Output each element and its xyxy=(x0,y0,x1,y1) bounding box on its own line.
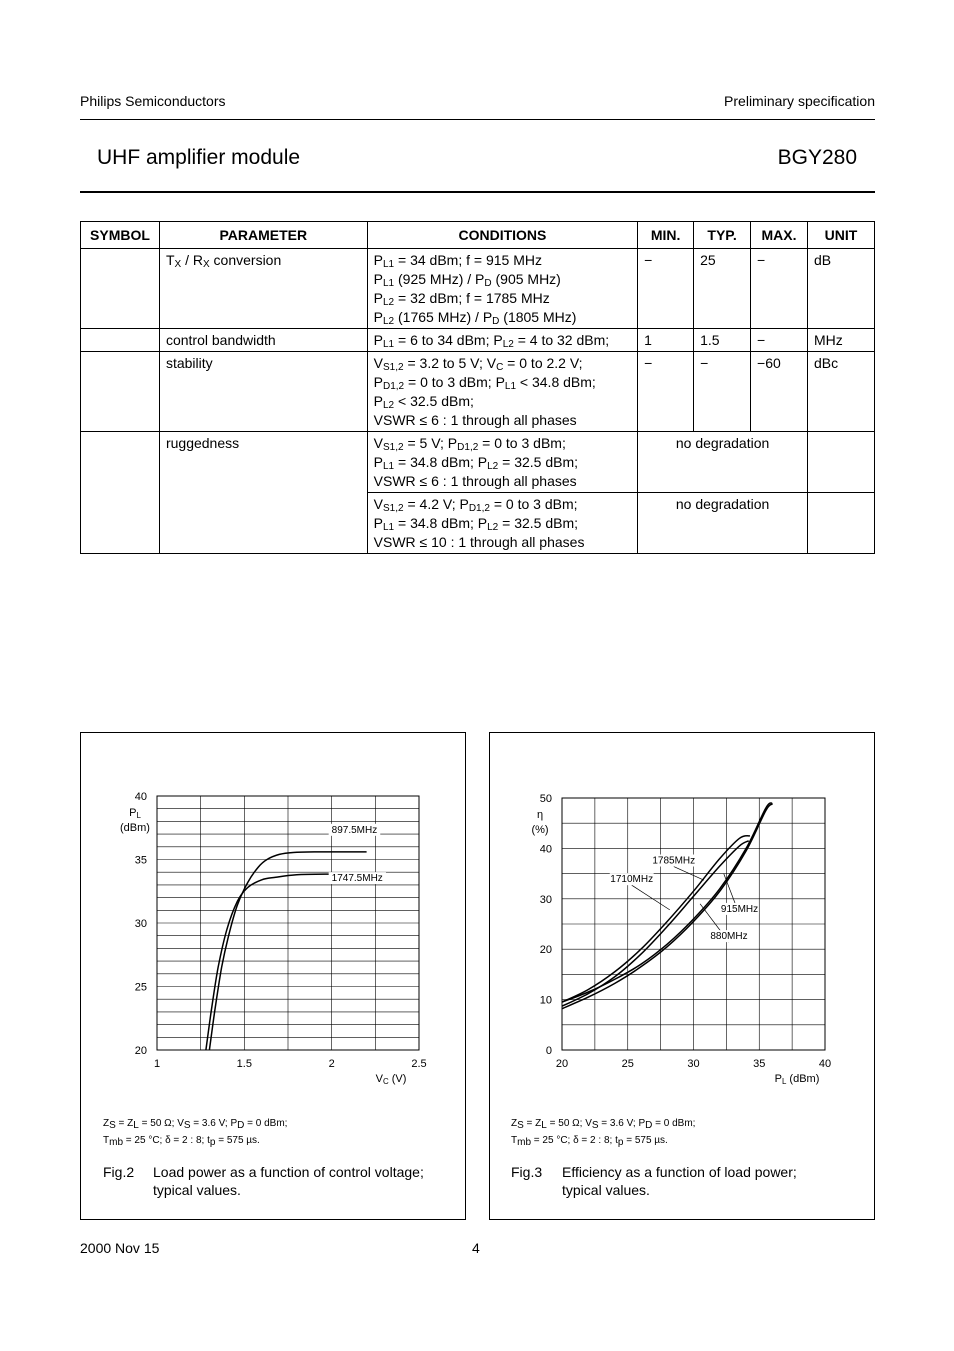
result-cell: no degradation xyxy=(638,493,808,554)
y-tick-label: 40 xyxy=(539,843,552,856)
col-header-conditions: CONDITIONS xyxy=(367,222,638,249)
table-row xyxy=(81,352,875,432)
figure-3 xyxy=(489,732,875,1220)
x-tick-label: 1.5 xyxy=(236,1058,252,1070)
parameter-cell: $T_X / R_X$ conversion xyxy=(159,249,367,329)
y-axis-unit: (dBm) xyxy=(120,822,150,834)
y-tick-label: 0 xyxy=(545,1045,552,1057)
x-tick-label: 2 xyxy=(328,1058,335,1070)
document-title: UHF amplifier module xyxy=(97,146,301,169)
col-header-typ: TYP. xyxy=(694,222,751,249)
col-header-max: MAX. xyxy=(751,222,808,249)
series-label-leader xyxy=(632,885,670,910)
x-tick-label: 40 xyxy=(818,1058,832,1070)
symbol-cell xyxy=(81,249,160,329)
spec-table xyxy=(80,221,875,554)
typ-cell: 25 xyxy=(694,249,751,329)
series-line xyxy=(562,803,772,1002)
typ-cell: 1.5 xyxy=(694,329,751,352)
conditions-cell: $V_{S1,2} = 4.2$ V; $P_{D1,2} = 0$ to 3 dBm; $P_{L1} = 34.8$ dBm; $P_{L2} = 32.5$ dBm; VSWR ≤ 10 : 1 through all phases xyxy=(367,493,638,554)
min-cell: − xyxy=(638,352,694,432)
chart-load-power xyxy=(81,733,465,1113)
chart-efficiency xyxy=(490,733,874,1113)
y-tick-label: 25 xyxy=(134,981,147,994)
unit-cell: dB xyxy=(808,249,875,329)
y-tick-label: 35 xyxy=(134,854,147,867)
col-header-unit: UNIT xyxy=(808,222,875,249)
conditions-cell: $P_{L1} = 6$ to 34 dBm; $P_{L2} = 4$ to 32 dBm; xyxy=(367,329,638,352)
x-axis-label: VC (V) xyxy=(375,1073,407,1086)
series-line xyxy=(206,874,367,1050)
y-tick-label: 50 xyxy=(539,793,552,805)
figure-3-number: Fig.3 xyxy=(511,1164,543,1180)
y-axis-label: η xyxy=(536,809,544,821)
typ-cell: − xyxy=(694,352,751,432)
x-tick-label: 2.5 xyxy=(411,1058,427,1070)
parameter-cell: ruggedness xyxy=(159,432,367,554)
figure-3-caption: Efficiency as a function of load power; typical values. xyxy=(562,1164,797,1198)
series-label: 1710MHz xyxy=(610,874,654,886)
min-cell: 1 xyxy=(638,329,694,352)
y-tick-label: 10 xyxy=(539,994,552,1007)
company-name: Philips Semiconductors xyxy=(80,93,226,109)
figure-3-conditions: $Z_S = Z_L = 50$ Ω; $V_S = 3.6$ V; $P_D = 0$ dBm; $T_{mb} = 25$ °C; δ = 2 : 8; $t_p = 575$ µs. xyxy=(511,1118,696,1148)
header-rule xyxy=(80,119,875,120)
series-label: 1785MHz xyxy=(652,855,696,867)
title-rule xyxy=(80,191,875,193)
figure-2-number: Fig.2 xyxy=(103,1164,135,1180)
page-number: 4 xyxy=(472,1240,480,1256)
unit-cell: dBc xyxy=(808,352,875,432)
part-number: BGY280 xyxy=(777,146,857,169)
document-status: Preliminary specification xyxy=(724,93,875,109)
col-header-min: MIN. xyxy=(638,222,694,249)
col-header-parameter: PARAMETER xyxy=(159,222,367,249)
y-tick-label: 40 xyxy=(134,791,147,803)
table-row xyxy=(81,249,875,329)
symbol-cell xyxy=(81,432,160,554)
symbol-cell xyxy=(81,352,160,432)
table-row xyxy=(81,432,875,493)
series-label: 880MHz xyxy=(710,931,748,943)
conditions-cell: $V_{S1,2} = 3.2$ to 5 V; $V_C = 0$ to 2.2 V; $P_{D1,2} = 0$ to 3 dBm; $P_{L1} < 34.8$ dBm; $P_{L2} < 32.5$ dBm; VSWR ≤ 6 : 1 through all phases xyxy=(367,352,638,432)
unit-cell xyxy=(808,493,875,554)
unit-cell: MHz xyxy=(808,329,875,352)
series-label: 897.5MHz xyxy=(331,824,378,836)
table-row xyxy=(81,329,875,352)
max-cell: −60 xyxy=(751,352,808,432)
series-label: 1747.5MHz xyxy=(331,873,383,885)
table-header-row xyxy=(81,222,875,249)
figure-2-conditions: $Z_S = Z_L = 50$ Ω; $V_S = 3.6$ V; $P_D = 0$ dBm; $T_{mb} = 25$ °C; δ = 2 : 8; $t_p = 575$ µs. xyxy=(103,1118,288,1148)
conditions-cell: $P_{L1} = 34$ dBm; f = 915 MHz $P_{L1}$ (925 $MHz) / P_D$ (905 MHz) $P_{L2} = 32$ dBm; f = 1785 MHz $P_{L2}$ (1765 $MHz) / P_D$ (1805 MHz) xyxy=(367,249,638,329)
col-header-symbol: SYMBOL xyxy=(81,222,160,249)
x-tick-label: 20 xyxy=(555,1058,569,1070)
x-tick-label: 30 xyxy=(687,1058,700,1070)
y-tick-label: 20 xyxy=(134,1045,147,1057)
x-tick-label: 1 xyxy=(153,1058,161,1070)
parameter-cell: control bandwidth xyxy=(159,329,367,352)
y-axis-label: PL xyxy=(129,807,141,820)
max-cell: − xyxy=(751,329,808,352)
result-cell: no degradation xyxy=(638,432,808,493)
x-tick-label: 25 xyxy=(621,1058,634,1070)
figure-2 xyxy=(80,732,466,1220)
x-tick-label: 35 xyxy=(753,1058,766,1070)
parameter-cell: stability xyxy=(159,352,367,432)
max-cell: − xyxy=(751,249,808,329)
y-tick-label: 20 xyxy=(539,944,552,957)
y-tick-label: 30 xyxy=(134,918,147,930)
y-axis-unit: (%) xyxy=(531,824,549,836)
symbol-cell xyxy=(81,329,160,352)
figure-2-caption: Load power as a function of control voltage; typical values. xyxy=(153,1164,424,1198)
conditions-cell: $V_{S1,2} = 5$ V; $P_{D1,2} = 0$ to 3 dBm; $P_{L1} = 34.8$ dBm; $P_{L2} = 32.5$ dBm; VSWR ≤ 6 : 1 through all phases xyxy=(367,432,638,493)
unit-cell xyxy=(808,432,875,493)
y-tick-label: 30 xyxy=(539,893,552,906)
footer-date: 2000 Nov 15 xyxy=(80,1240,160,1256)
x-axis-label: PL (dBm) xyxy=(774,1073,820,1086)
series-label: 915MHz xyxy=(720,903,759,915)
min-cell: − xyxy=(638,249,694,329)
